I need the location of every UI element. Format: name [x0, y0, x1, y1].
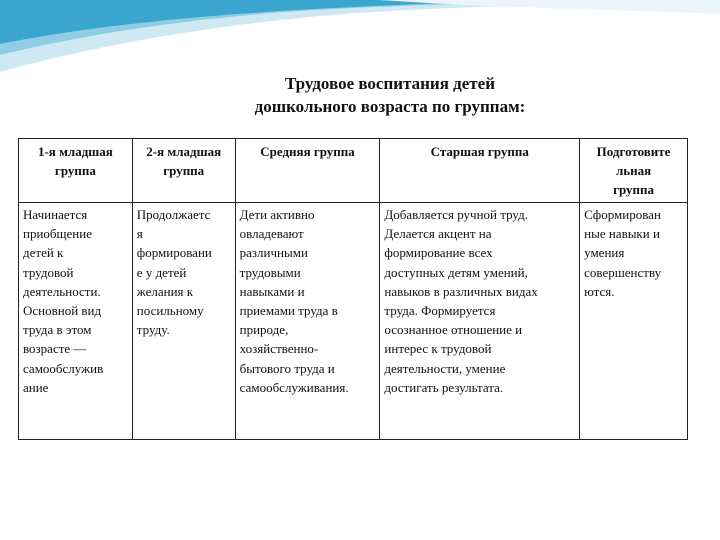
cell-line: бытового труда и [239, 360, 335, 376]
cell-line: Основной вид [23, 303, 102, 319]
slide-title [0, 72, 720, 118]
header-line: группа [613, 182, 655, 198]
cell-line: Продолжаетс [136, 207, 211, 222]
cell-line: Сформирован [584, 207, 661, 222]
header-row [19, 139, 688, 203]
cell-line: ные навыки и [584, 226, 660, 242]
cell-line: навыков в различных видах [384, 283, 538, 299]
table-row [19, 203, 688, 440]
cell-line: приобщение [23, 226, 92, 242]
cell-line: посильному [136, 303, 204, 319]
cell-line: желания к [136, 283, 194, 299]
cell-line: достигать результата. [384, 379, 504, 395]
cell-line: формирование всех [384, 245, 493, 261]
cell-line: Начинается [23, 207, 88, 222]
cell-line: осознанное отношение и [384, 322, 523, 338]
cell-senior-group [380, 203, 580, 440]
cell-line: хозяйственно- [239, 341, 319, 357]
cell-line: природе, [239, 322, 289, 338]
cell-line: деятельности. [23, 283, 101, 299]
cell-line: ание [23, 379, 49, 395]
cell-line: различными [239, 245, 308, 261]
header-preparatory-group [580, 139, 688, 203]
header-line: льная [615, 163, 652, 179]
header-group-1 [19, 139, 133, 203]
cell-line: детей к [23, 245, 64, 261]
cell-line: е у детей [136, 264, 187, 280]
cell-line: формировани [136, 245, 212, 261]
cell-line: самообслужив [23, 360, 104, 376]
cell-preparatory-group [580, 203, 688, 440]
cell-line: труду. [136, 322, 170, 338]
title-line: дошкольного возраста по группам: [254, 97, 526, 116]
cell-line: Делается акцент на [384, 226, 492, 242]
cell-line: я [136, 226, 143, 242]
header-middle-group [235, 139, 380, 203]
cell-group-2 [132, 203, 235, 440]
cell-line: доступных детям умений, [384, 264, 528, 280]
header-group-2 [132, 139, 235, 203]
cell-line: приемами труда в [239, 303, 338, 319]
header-line: группа [54, 163, 96, 179]
cell-line: Дети активно [239, 207, 315, 222]
header-line: Старшая группа [430, 144, 529, 159]
cell-line: возрасте — [23, 341, 87, 357]
cell-line: Добавляется ручной труд. [384, 207, 528, 222]
header-line: 1-я младшая [37, 144, 113, 159]
header-line: Подготовите [596, 144, 671, 159]
title-line: Трудовое воспитания детей [284, 74, 496, 93]
cell-line: трудовой [23, 264, 74, 280]
header-line: Средняя группа [260, 144, 355, 159]
header-senior-group [380, 139, 580, 203]
cell-line: деятельности, умение [384, 360, 506, 376]
cell-group-1 [19, 203, 133, 440]
cell-line: трудовыми [239, 264, 301, 280]
cell-line: труда в этом [23, 322, 92, 338]
cell-line: навыками и [239, 283, 305, 299]
header-line: группа [163, 163, 205, 179]
cell-line: овладевают [239, 226, 304, 242]
labor-education-table [18, 138, 688, 440]
cell-line: умения [584, 245, 625, 261]
cell-middle-group [235, 203, 380, 440]
cell-line: интерес к трудовой [384, 341, 492, 357]
cell-line: совершенству [584, 264, 662, 280]
decorative-wave-header [0, 0, 720, 80]
cell-line: ются. [584, 283, 615, 299]
cell-line: самообслуживания. [239, 379, 349, 395]
header-line: 2-я младшая [146, 144, 222, 159]
cell-line: труда. Формируется [384, 303, 496, 319]
